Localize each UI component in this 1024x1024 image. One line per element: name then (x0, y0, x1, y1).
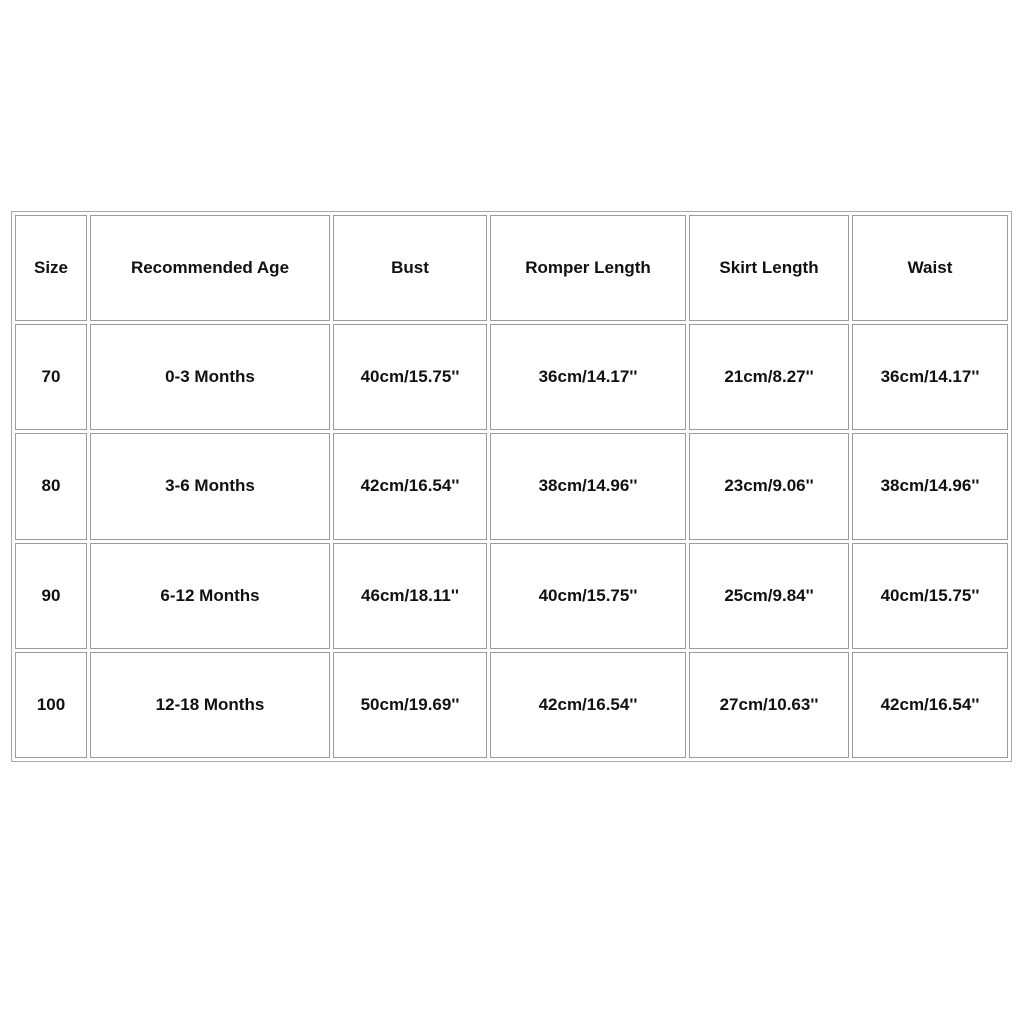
table-row (15, 652, 1008, 758)
cell-skirt-length: 23cm/9.06'' (689, 433, 849, 539)
cell-bust: 50cm/19.69'' (333, 652, 487, 758)
cell-skirt-length: 21cm/8.27'' (689, 324, 849, 430)
header-romper-length: Romper Length (490, 215, 686, 321)
cell-recommended-age: 3-6 Months (90, 433, 330, 539)
cell-skirt-length: 27cm/10.63'' (689, 652, 849, 758)
cell-size: 80 (15, 433, 87, 539)
header-size: Size (15, 215, 87, 321)
header-skirt-length: Skirt Length (689, 215, 849, 321)
cell-bust: 42cm/16.54'' (333, 433, 487, 539)
cell-bust: 40cm/15.75'' (333, 324, 487, 430)
cell-romper-length: 42cm/16.54'' (490, 652, 686, 758)
cell-size: 100 (15, 652, 87, 758)
table-row (15, 433, 1008, 539)
cell-size: 70 (15, 324, 87, 430)
cell-romper-length: 40cm/15.75'' (490, 543, 686, 649)
cell-recommended-age: 6-12 Months (90, 543, 330, 649)
cell-waist: 40cm/15.75'' (852, 543, 1008, 649)
size-chart-table (11, 211, 1012, 762)
header-row (15, 215, 1008, 321)
cell-bust: 46cm/18.11'' (333, 543, 487, 649)
cell-waist: 38cm/14.96'' (852, 433, 1008, 539)
cell-skirt-length: 25cm/9.84'' (689, 543, 849, 649)
cell-size: 90 (15, 543, 87, 649)
header-waist: Waist (852, 215, 1008, 321)
table-row (15, 543, 1008, 649)
cell-romper-length: 36cm/14.17'' (490, 324, 686, 430)
header-recommended-age: Recommended Age (90, 215, 330, 321)
cell-romper-length: 38cm/14.96'' (490, 433, 686, 539)
cell-waist: 42cm/16.54'' (852, 652, 1008, 758)
table-row (15, 324, 1008, 430)
cell-recommended-age: 0-3 Months (90, 324, 330, 430)
cell-recommended-age: 12-18 Months (90, 652, 330, 758)
cell-waist: 36cm/14.17'' (852, 324, 1008, 430)
header-bust: Bust (333, 215, 487, 321)
